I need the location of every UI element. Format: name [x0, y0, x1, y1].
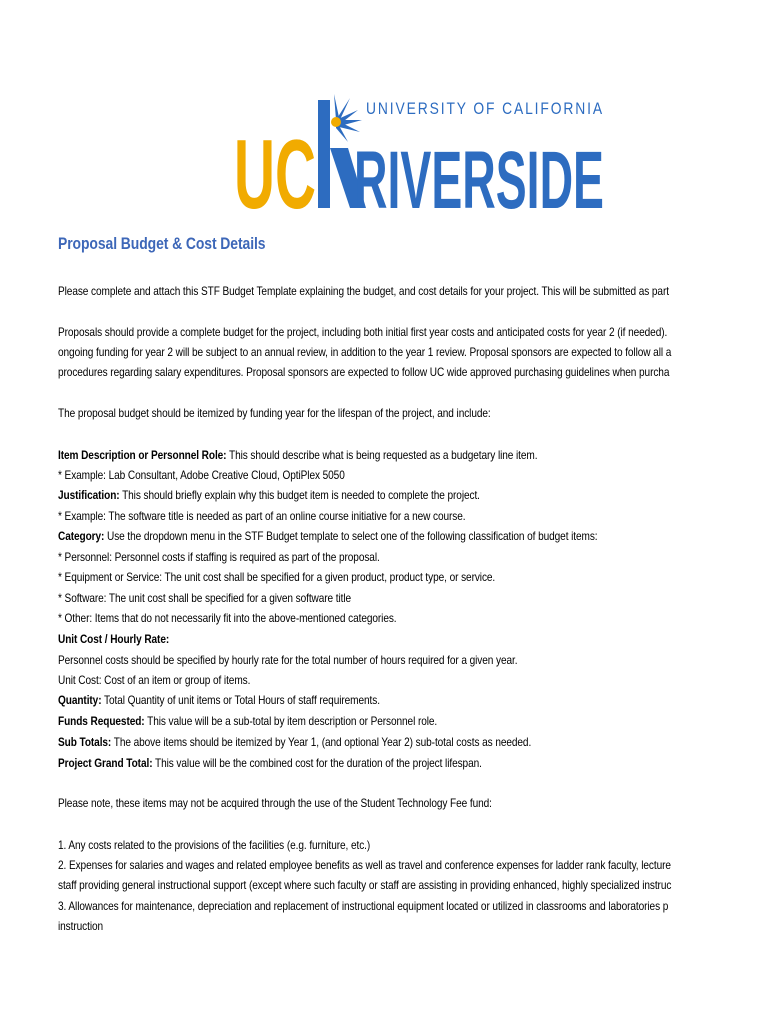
field-text: This value will be the combined cost for the duration of the project lifespan. [152, 756, 482, 770]
unit-cost-label: Unit Cost / Hourly Rate: [58, 632, 170, 646]
exclusion-line: 3. Allowances for maintenance, depreciation and replacement of instructional equipment located or utilized in classrooms and laboratories p [58, 899, 669, 913]
justification-field [58, 487, 480, 503]
category-item: * Equipment or Service: The unit cost shall be specified for a given product, product type, or service. [58, 570, 496, 584]
proposal-line: procedures regarding salary expenditures. Proposal sponsors are expected to follow UC wide approved purchasing guidelines when purcha [58, 365, 670, 379]
funds-requested-field [58, 713, 437, 729]
field-text: Use the dropdown menu in the STF Budget template to select one of the following classification of budget items: [104, 529, 598, 543]
field-text: This should describe what is being requested as a budgetary line item. [226, 448, 538, 462]
logo-riverside-text: RIVERSIDE [354, 135, 604, 226]
item-description-field [58, 447, 537, 463]
intro-text: Please complete and attach this STF Budget Template explaining the budget, and cost details for your project. This will be submitted as part [58, 284, 669, 298]
sub-totals-field [58, 734, 531, 750]
category-item: * Other: Items that do not necessarily fit into the above-mentioned categories. [58, 611, 397, 625]
field-text: This value will be a sub-total by item description or Personnel role. [144, 714, 438, 728]
field-label: Sub Totals: [58, 735, 112, 749]
proposal-line: ongoing funding for year 2 will be subject to an annual review, in addition to the year 1 review. Proposal sponsors are expected to follow all a [58, 345, 672, 359]
field-text: Total Quantity of unit items or Total Hours of staff requirements. [101, 693, 380, 707]
page-title: Proposal Budget & Cost Details [58, 234, 266, 253]
exclusion-line: 1. Any costs related to the provisions of the facilities (e.g. furniture, etc.) [58, 838, 371, 852]
field-label: Justification: [58, 488, 120, 502]
logo-uc-text: UC [234, 119, 316, 229]
grand-total-field [58, 755, 482, 771]
field-label: Quantity: [58, 693, 102, 707]
unit-cost-line: Personnel costs should be specified by hourly rate for the total number of hours required for a given year. [58, 653, 518, 667]
field-label: Project Grand Total: [58, 756, 153, 770]
unit-cost-line: Unit Cost: Cost of an item or group of items. [58, 673, 251, 687]
note-text: Please note, these items may not be acquired through the use of the Student Technology Fee fund: [58, 796, 492, 810]
itemized-intro: The proposal budget should be itemized by funding year for the lifespan of the project, and include: [58, 406, 491, 420]
quantity-field [58, 692, 380, 708]
logo-top-text: UNIVERSITY OF CALIFORNIA [366, 99, 604, 118]
category-item: * Personnel: Personnel costs if staffing is required as part of the proposal. [58, 550, 380, 564]
proposal-line: Proposals should provide a complete budget for the project, including both initial first year costs and anticipated costs for year 2 (if needed). [58, 325, 668, 339]
field-label: Category: [58, 529, 105, 543]
field-label: Item Description or Personnel Role: [58, 448, 227, 462]
field-text: This should briefly explain why this budget item is needed to complete the project. [119, 488, 480, 502]
category-item: * Software: The unit cost shall be specified for a given software title [58, 591, 352, 605]
exclusion-line: staff providing general instructional support (except where such faculty or staff are assisting in providing enhanced, highly specialized instruc [58, 878, 672, 892]
exclusion-line: instruction [58, 919, 104, 933]
field-label: Funds Requested: [58, 714, 145, 728]
item-example: * Example: Lab Consultant, Adobe Creative Cloud, OptiPlex 5050 [58, 468, 345, 482]
justification-example: * Example: The software title is needed as part of an online course initiative for a new course. [58, 509, 466, 523]
category-field [58, 528, 598, 544]
exclusion-line: 2. Expenses for salaries and wages and related employee benefits as well as travel and conference expenses for ladder rank faculty, lecture [58, 858, 671, 872]
field-text: The above items should be itemized by Year 1, (and optional Year 2) sub-total costs as needed. [111, 735, 532, 749]
